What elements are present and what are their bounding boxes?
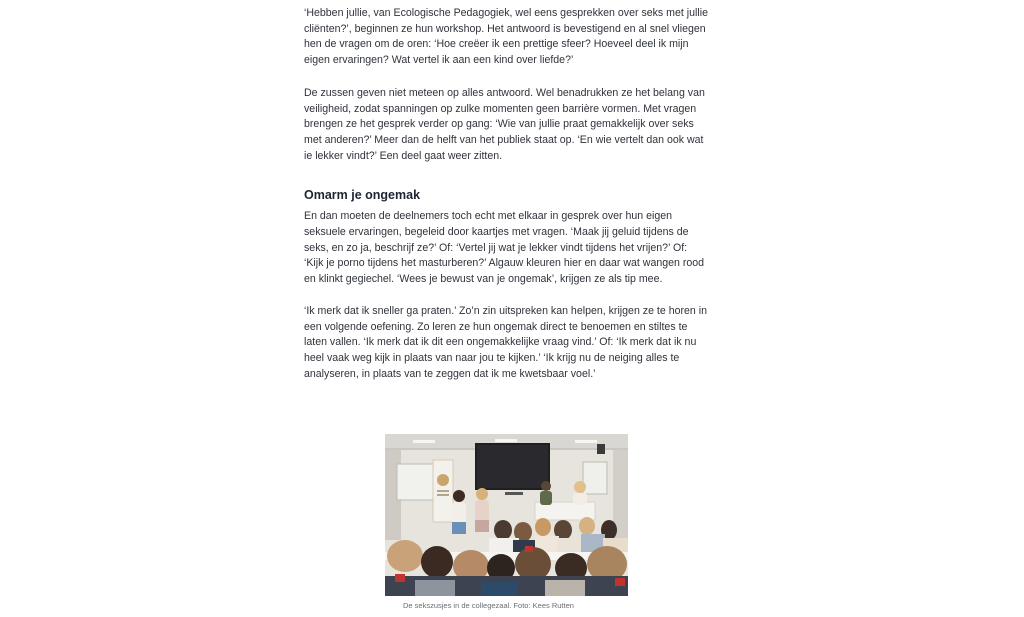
article-paragraph: De zussen geven niet meteen op alles antwoord. Wel benadrukken ze het belang van veiligheid, zodat spanningen op zulke momenten geen barrière vormen. Met vragen brengen ze het gesprek verder op gang: ‘Wie van jullie praat gemakkelijk over seks met anderen?’ Meer dan de helft van het publiek staat op. ‘En wie vertelt dan ook wat ie lekker vindt?’ Een deel gaat weer zitten.: [304, 86, 705, 162]
article-body: [304, 6, 708, 382]
photo-caption: De sekszusjes in de collegezaal. Foto: Kees Rutten: [403, 601, 574, 610]
section-heading: Omarm je ongemak: [304, 188, 421, 203]
article-paragraph: ‘Hebben jullie, van Ecologische Pedagogiek, wel eens gesprekken over seks met jullie cliënten?’, beginnen ze hun workshop. Het antwoord is bevestigend en al snel vliegen hen de vragen om de oren: ‘Hoe creëer ik een prettige sfeer? Hoeveel deel ik mijn eigen ervaringen? Wat vertel ik aan een kind over liefde?’: [304, 7, 708, 67]
article-paragraph: En dan moeten de deelnemers toch echt met elkaar in gesprek over hun eigen seksuele ervaringen, begeleid door kaartjes met vragen. ‘Maak jij geluid tijdens de seks, en zo ja, beschrijf ze?’ Of: ‘Vertel jij wat je lekker vindt tijdens het vrijen?’ Of: ‘Kijk je porno tijdens het masturberen?’ Algauw kleuren hier en daar wat wangen rood en klinkt gegiechel. ‘Wees je bewust van je ongemak’, krijgen ze als tip mee.: [304, 210, 705, 286]
article-figure: [385, 434, 628, 611]
lecture-hall-photo: [385, 434, 628, 596]
article-paragraph: ‘Ik merk dat ik sneller ga praten.’ Zo’n zin uitspreken kan helpen, krijgen ze te horen in een volgende oefening. Zo leren ze hun ongemak direct te benoemen en stiltes te laten vallen. ‘Ik merk dat ik dit een ongemakkelijke vraag vind.’ Of: ‘Ik merk dat ik nu heel vaak weg kijk in plaats van naar jou te kijken.’ ‘Ik krijg nu de neiging alles te analyseren, in plaats van te zeggen dat ik me kwetsbaar voel.’: [304, 304, 707, 380]
